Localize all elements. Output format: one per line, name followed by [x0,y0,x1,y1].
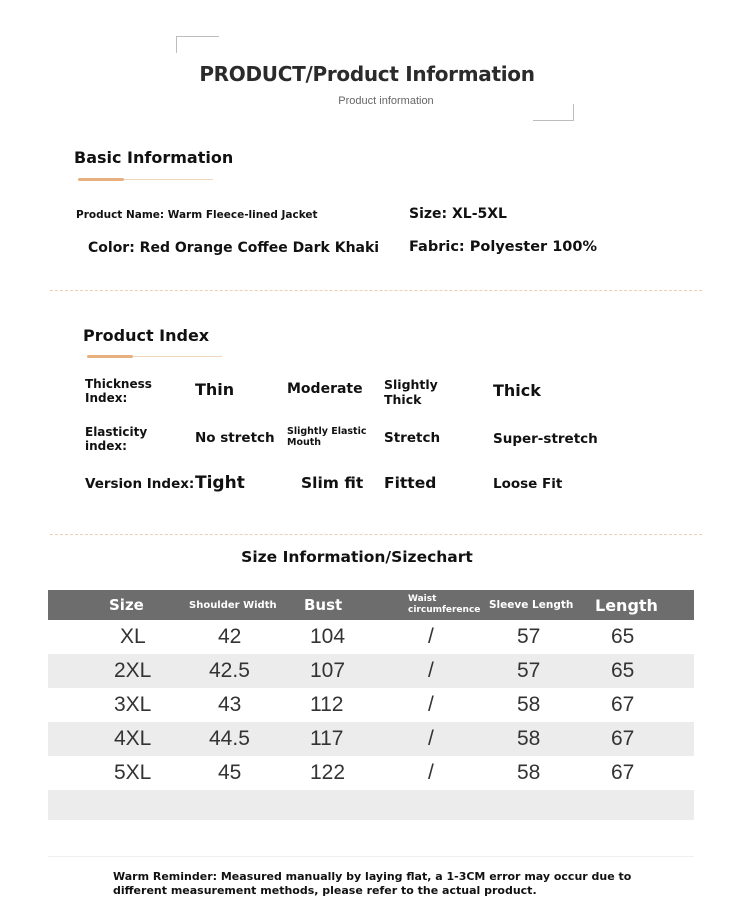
cell-size: 4XL [114,727,152,750]
cell-length: 65 [611,659,635,682]
cell-waist: / [428,625,434,648]
thickness-index-label: Thickness Index: [85,377,152,406]
product-color: Color: Red Orange Coffee Dark Khaki [88,240,380,256]
cell-shoulder: 42 [218,625,242,648]
header-size: Size [109,596,144,614]
cell-sleeve: 57 [517,625,541,648]
cell-shoulder: 42.5 [209,659,250,682]
cell-sleeve: 57 [517,659,541,682]
basic-info-underline [78,178,213,181]
cell-bust: 122 [310,761,346,784]
page-subtitle: Product information [338,95,434,107]
section-divider [50,290,702,291]
cell-waist: / [428,659,434,682]
thickness-option-thin: Thin [195,380,235,399]
cell-bust: 112 [310,693,344,716]
table-row-empty [48,820,694,857]
table-row [48,722,694,756]
cell-shoulder: 44.5 [209,727,250,750]
elasticity-option-slightly-elastic: Slightly Elastic Mouth [287,426,367,449]
section-divider [50,534,702,535]
page-title: PRODUCT/Product Information [199,62,535,86]
cell-shoulder: 45 [218,761,242,784]
thickness-option-thick: Thick [493,381,541,400]
size-chart-table [48,590,694,857]
size-chart-title: Size Information/Sizechart [241,548,473,566]
cell-bust: 117 [310,727,344,750]
version-index-label: Version Index: [85,476,195,492]
header-sleeve-length: Sleeve Length [489,599,574,611]
basic-info-title: Basic Information [74,148,234,167]
product-fabric: Fabric: Polyester 100% [409,239,598,255]
cell-length: 67 [611,727,635,750]
product-index-title: Product Index [83,326,210,345]
version-option-slim-fit: Slim fit [301,474,364,492]
cell-shoulder: 43 [218,693,242,716]
cell-size: XL [120,625,146,648]
warm-reminder: Warm Reminder: Measured manually by laying flat, a 1-3CM error may occur due to different measurement methods, please refer to the actual product. [113,870,632,898]
table-row [48,654,694,688]
product-name: Product Name: Warm Fleece-lined Jacket [76,209,318,221]
cell-size: 3XL [114,693,152,716]
version-option-loose-fit: Loose Fit [493,476,563,492]
product-size: Size: XL-5XL [409,206,507,222]
table-row [48,756,694,790]
header-waist-circumference: Waist circumference [408,593,481,615]
cell-size: 5XL [114,761,152,784]
cell-length: 65 [611,625,635,648]
thickness-option-moderate: Moderate [287,381,363,397]
corner-decoration-top-left [176,36,219,53]
elasticity-index-label: Elasticity index: [85,425,148,454]
cell-size: 2XL [114,659,152,682]
header-length: Length [595,595,658,615]
cell-waist: / [428,727,434,750]
version-option-fitted: Fitted [384,474,437,492]
elasticity-option-stretch: Stretch [384,430,441,446]
table-row [48,620,694,654]
cell-sleeve: 58 [517,761,541,784]
elasticity-option-no-stretch: No stretch [195,430,275,446]
cell-waist: / [428,761,434,784]
elasticity-option-super-stretch: Super-stretch [493,431,598,447]
product-index-underline [87,355,222,358]
version-option-tight: Tight [195,473,245,493]
thickness-option-slightly-thick: Slightly Thick [384,377,438,407]
cell-waist: / [428,693,434,716]
table-row-empty [48,790,694,820]
table-row [48,688,694,722]
cell-sleeve: 58 [517,693,541,716]
header-shoulder-width: Shoulder Width [189,599,277,611]
cell-bust: 107 [310,659,346,682]
cell-length: 67 [611,693,635,716]
cell-sleeve: 58 [517,727,541,750]
size-chart-header [48,590,694,620]
cell-bust: 104 [310,625,346,648]
cell-length: 67 [611,761,635,784]
header-bust: Bust [304,596,343,614]
